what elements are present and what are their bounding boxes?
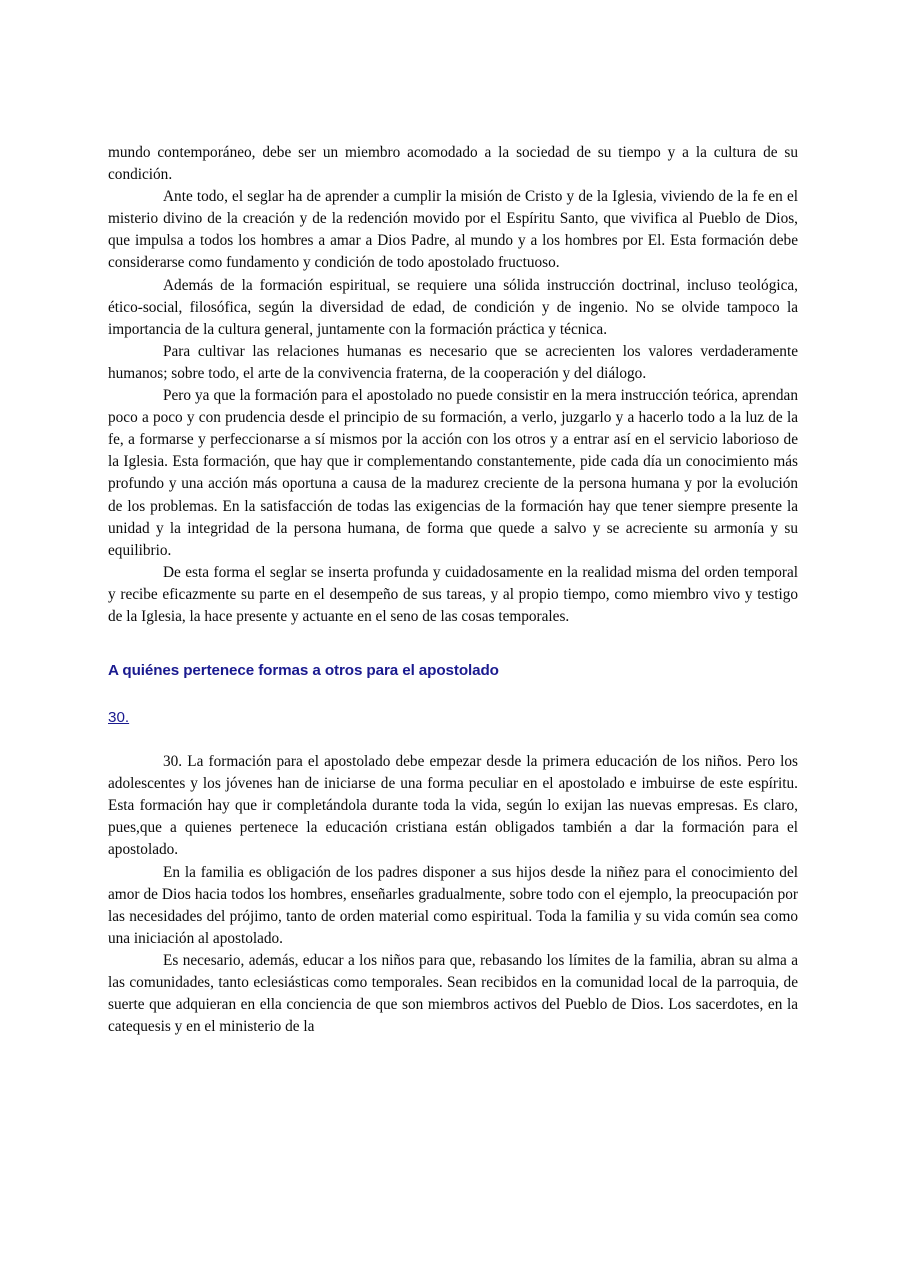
heading-top-spacer: [108, 628, 798, 661]
paragraph-de-esta-forma: De esta forma el seglar se inserta profunda y cuidadosamente en la realidad misma del orden temporal y recibe eficazmente su parte en el desempeño de sus tareas, y al propio tiempo, como miembro vivo y testigo de la Iglesia, la hace presente y actuante en el seno de las cosas temporales.: [108, 563, 798, 625]
section-heading: A quiénes pertenece formas a otros para el apostolado: [108, 662, 499, 680]
paragraph-mundo-contemporaneo: mundo contemporáneo, debe ser un miembro acomodado a la sociedad de su tiempo y a la cultura de su condición.: [108, 144, 798, 184]
text-column: [108, 142, 798, 1038]
section-marker-row: [108, 708, 798, 727]
marker-bottom-spacer: [108, 727, 798, 751]
paragraph-ademas-formacion: Además de la formación espiritual, se requiere una sólida instrucción doctrinal, incluso teológica, ético-social, filosófica, según la diversidad de edad, de condición y de ingenio. No se olvide tampoco la importancia de la cultura general, juntamente con la formación práctica y técnica.: [108, 276, 798, 338]
section-number-link[interactable]: 30.: [108, 709, 130, 727]
paragraph-pero-ya-que: Pero ya que la formación para el apostolado no puede consistir en la mera instrucción teórica, aprendan poco a poco y con prudencia desde el principio de su formación, a verlo, juzgarlo y a hacerlo todo a la luz de la fe, a formarse y perfeccionarse a sí mismos por la acción con los otros y a entrar así en el servicio laborioso de la Iglesia. Esta formación, que hay que ir complementando constantemente, pide cada día un conocimiento más profundo y una acción más oportuna a causa de la madurez creciente de la persona humana y por la evolución de los problemas. En la satisfacción de todas las exigencias de la formación hay que tener siempre presente la unidad y la integridad de la persona humana, de forma que quede a salvo y se acreciente su armonía y su equilibrio.: [108, 387, 798, 559]
paragraph-es-necesario: Es necesario, además, educar a los niños para que, rebasando los límites de la familia, abran su alma a las comunidades, tanto eclesiásticas como temporales. Sean recibidos en la comunidad local de la parroquia, de suerte que adquieran en ella conciencia de que son miembros activos del Pueblo de Dios. Los sacerdotes, en la catequesis y en el ministerio de la: [108, 951, 798, 1036]
paragraph-en-la-familia: En la familia es obligación de los padres disponer a sus hijos desde la niñez para el conocimiento del amor de Dios hacia todos los hombres, enseñarles gradualmente, sobre todo con el ejemplo, la preocupación por las necesidades del prójimo, tanto de orden material como espiritual. Toda la familia y su vida común sea como una iniciación al apostolado.: [108, 863, 798, 947]
heading-bottom-spacer: [108, 681, 798, 708]
paragraph-ante-todo: Ante todo, el seglar ha de aprender a cumplir la misión de Cristo y de la Iglesia, viviendo de la fe en el misterio divino de la creación y de la redención movido por el Espíritu Santo, que vivifica al Pueblo de Dios, que impulsa a todos los hombres a amar a Dios Padre, al mundo y a los hombres por El. Esta formación debe considerarse como fundamento y condición de todo apostolado fructuoso.: [108, 188, 798, 272]
paragraph-relaciones-humanas: Para cultivar las relaciones humanas es necesario que se acrecienten los valores verdaderamente humanos; sobre todo, el arte de la convivencia fraterna, de la cooperación y del diálogo.: [108, 342, 798, 382]
paragraph-30-formacion: 30. La formación para el apostolado debe empezar desde la primera educación de los niños. Pero los adolescentes y los jóvenes han de iniciarse de una forma peculiar en el apostolado e imbuirse de este espíritu. Esta formación hay que ir completándola durante toda la vida, según lo exijan las nuevas empresas. Es claro, pues,que a quienes pertenece la educación cristiana están obligados también a dar la formación para el apostolado.: [108, 753, 798, 859]
